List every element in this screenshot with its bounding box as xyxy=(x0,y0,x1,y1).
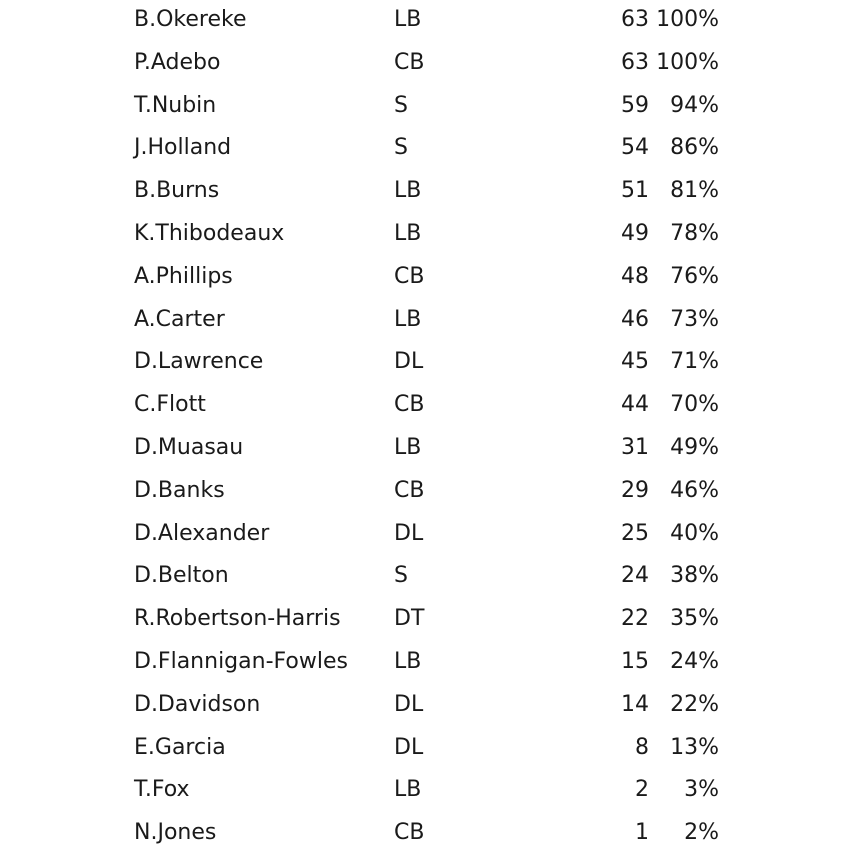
table-row xyxy=(0,769,858,812)
table-row xyxy=(0,470,858,513)
player-position: CB xyxy=(394,263,425,289)
player-position: DL xyxy=(394,691,424,717)
snap-percent: 24% xyxy=(670,648,719,674)
snap-percent: 46% xyxy=(670,477,719,503)
player-position: LB xyxy=(394,220,422,246)
player-name: A.Carter xyxy=(134,306,225,332)
player-name: K.Thibodeaux xyxy=(134,220,285,246)
snap-count: 63 xyxy=(621,7,649,32)
player-name: D.Belton xyxy=(134,563,229,589)
player-position: CB xyxy=(394,49,425,75)
row-spacer xyxy=(719,127,858,170)
table-row xyxy=(0,598,858,641)
player-name: D.Alexander xyxy=(134,520,270,546)
snap-count: 51 xyxy=(621,178,649,204)
row-spacer xyxy=(719,598,858,641)
player-name: A.Phillips xyxy=(134,263,233,289)
snap-count: 29 xyxy=(621,477,649,503)
snap-percent: 73% xyxy=(670,306,719,332)
snap-percent: 76% xyxy=(670,263,719,289)
snap-count: 46 xyxy=(621,306,649,332)
table-row xyxy=(0,427,858,470)
snap-count: 1 xyxy=(635,820,649,846)
snap-count: 54 xyxy=(621,135,649,161)
player-position: LB xyxy=(394,777,422,803)
player-position: S xyxy=(394,135,408,161)
snap-percent: 35% xyxy=(670,606,719,632)
row-spacer xyxy=(719,341,858,384)
player-name: P.Adebo xyxy=(134,49,221,75)
row-spacer xyxy=(719,85,858,128)
snap-percent: 3% xyxy=(684,777,719,803)
player-position: CB xyxy=(394,477,425,503)
player-position: DT xyxy=(394,606,425,632)
row-spacer xyxy=(719,256,858,299)
player-name: B.Burns xyxy=(134,178,220,204)
snap-percent: 78% xyxy=(670,220,719,246)
table-row xyxy=(0,256,858,299)
snap-count: 44 xyxy=(621,392,649,418)
snap-percent: 81% xyxy=(670,178,719,204)
snap-count: 48 xyxy=(621,263,649,289)
player-name: D.Banks xyxy=(134,477,225,503)
row-spacer xyxy=(719,0,858,42)
player-position: DL xyxy=(394,349,424,375)
row-spacer xyxy=(719,299,858,342)
table-row xyxy=(0,641,858,684)
snap-count: 45 xyxy=(621,349,649,375)
table-row xyxy=(0,299,858,342)
row-spacer xyxy=(719,170,858,213)
snap-count: 24 xyxy=(621,563,649,589)
player-name: T.Nubin xyxy=(134,92,217,118)
player-name: D.Davidson xyxy=(134,691,261,717)
player-position: LB xyxy=(394,178,422,204)
table-row xyxy=(0,85,858,128)
snap-count: 8 xyxy=(635,734,649,760)
player-position: S xyxy=(394,92,408,118)
player-name: J.Holland xyxy=(134,135,232,161)
player-name: N.Jones xyxy=(134,820,217,846)
snap-percent: 100% xyxy=(656,7,719,32)
player-position: DL xyxy=(394,734,424,760)
table-row xyxy=(0,684,858,727)
snap-percent: 70% xyxy=(670,392,719,418)
snap-percent: 49% xyxy=(670,434,719,460)
player-position: CB xyxy=(394,820,425,846)
snap-percent: 13% xyxy=(670,734,719,760)
table-row xyxy=(0,727,858,770)
snap-count: 14 xyxy=(621,691,649,717)
table-row xyxy=(0,170,858,213)
player-name: D.Lawrence xyxy=(134,349,264,375)
snap-count: 2 xyxy=(635,777,649,803)
row-spacer xyxy=(719,555,858,598)
row-spacer xyxy=(719,384,858,427)
row-spacer xyxy=(719,684,858,727)
player-position: DL xyxy=(394,520,424,546)
player-position: S xyxy=(394,563,408,589)
table-row xyxy=(0,341,858,384)
snap-percent: 86% xyxy=(670,135,719,161)
snap-percent: 94% xyxy=(670,92,719,118)
table-row xyxy=(0,127,858,170)
snap-count: 63 xyxy=(621,49,649,75)
player-name: E.Garcia xyxy=(134,734,226,760)
row-spacer xyxy=(719,470,858,513)
row-spacer xyxy=(719,641,858,684)
table-row xyxy=(0,384,858,427)
player-name: D.Muasau xyxy=(134,434,244,460)
row-spacer xyxy=(719,769,858,812)
player-position: LB xyxy=(394,434,422,460)
player-name: D.Flannigan-Fowles xyxy=(134,648,348,674)
table-row xyxy=(0,555,858,598)
snap-percent: 40% xyxy=(670,520,719,546)
player-name: C.Flott xyxy=(134,392,206,418)
player-position: LB xyxy=(394,648,422,674)
snap-count: 49 xyxy=(621,220,649,246)
row-spacer xyxy=(719,812,858,855)
player-name: B.Okereke xyxy=(134,7,247,32)
snap-count: 15 xyxy=(621,648,649,674)
player-position: CB xyxy=(394,392,425,418)
snap-count: 59 xyxy=(621,92,649,118)
player-name: R.Robertson-Harris xyxy=(134,606,341,632)
snap-percent: 38% xyxy=(670,563,719,589)
snap-percent: 22% xyxy=(670,691,719,717)
player-name: T.Fox xyxy=(134,777,190,803)
player-position: LB xyxy=(394,7,422,32)
snap-count: 22 xyxy=(621,606,649,632)
player-position: LB xyxy=(394,306,422,332)
snap-percent: 100% xyxy=(656,49,719,75)
row-spacer xyxy=(719,427,858,470)
row-spacer xyxy=(719,42,858,85)
row-spacer xyxy=(719,513,858,556)
snap-percent: 71% xyxy=(670,349,719,375)
table-row xyxy=(0,213,858,256)
table-row xyxy=(0,0,858,42)
table-row xyxy=(0,812,858,855)
table-row xyxy=(0,42,858,85)
snap-count: 25 xyxy=(621,520,649,546)
snap-percent: 2% xyxy=(684,820,719,846)
row-spacer xyxy=(719,213,858,256)
table-row xyxy=(0,513,858,556)
row-spacer xyxy=(719,727,858,770)
snap-count: 31 xyxy=(621,434,649,460)
